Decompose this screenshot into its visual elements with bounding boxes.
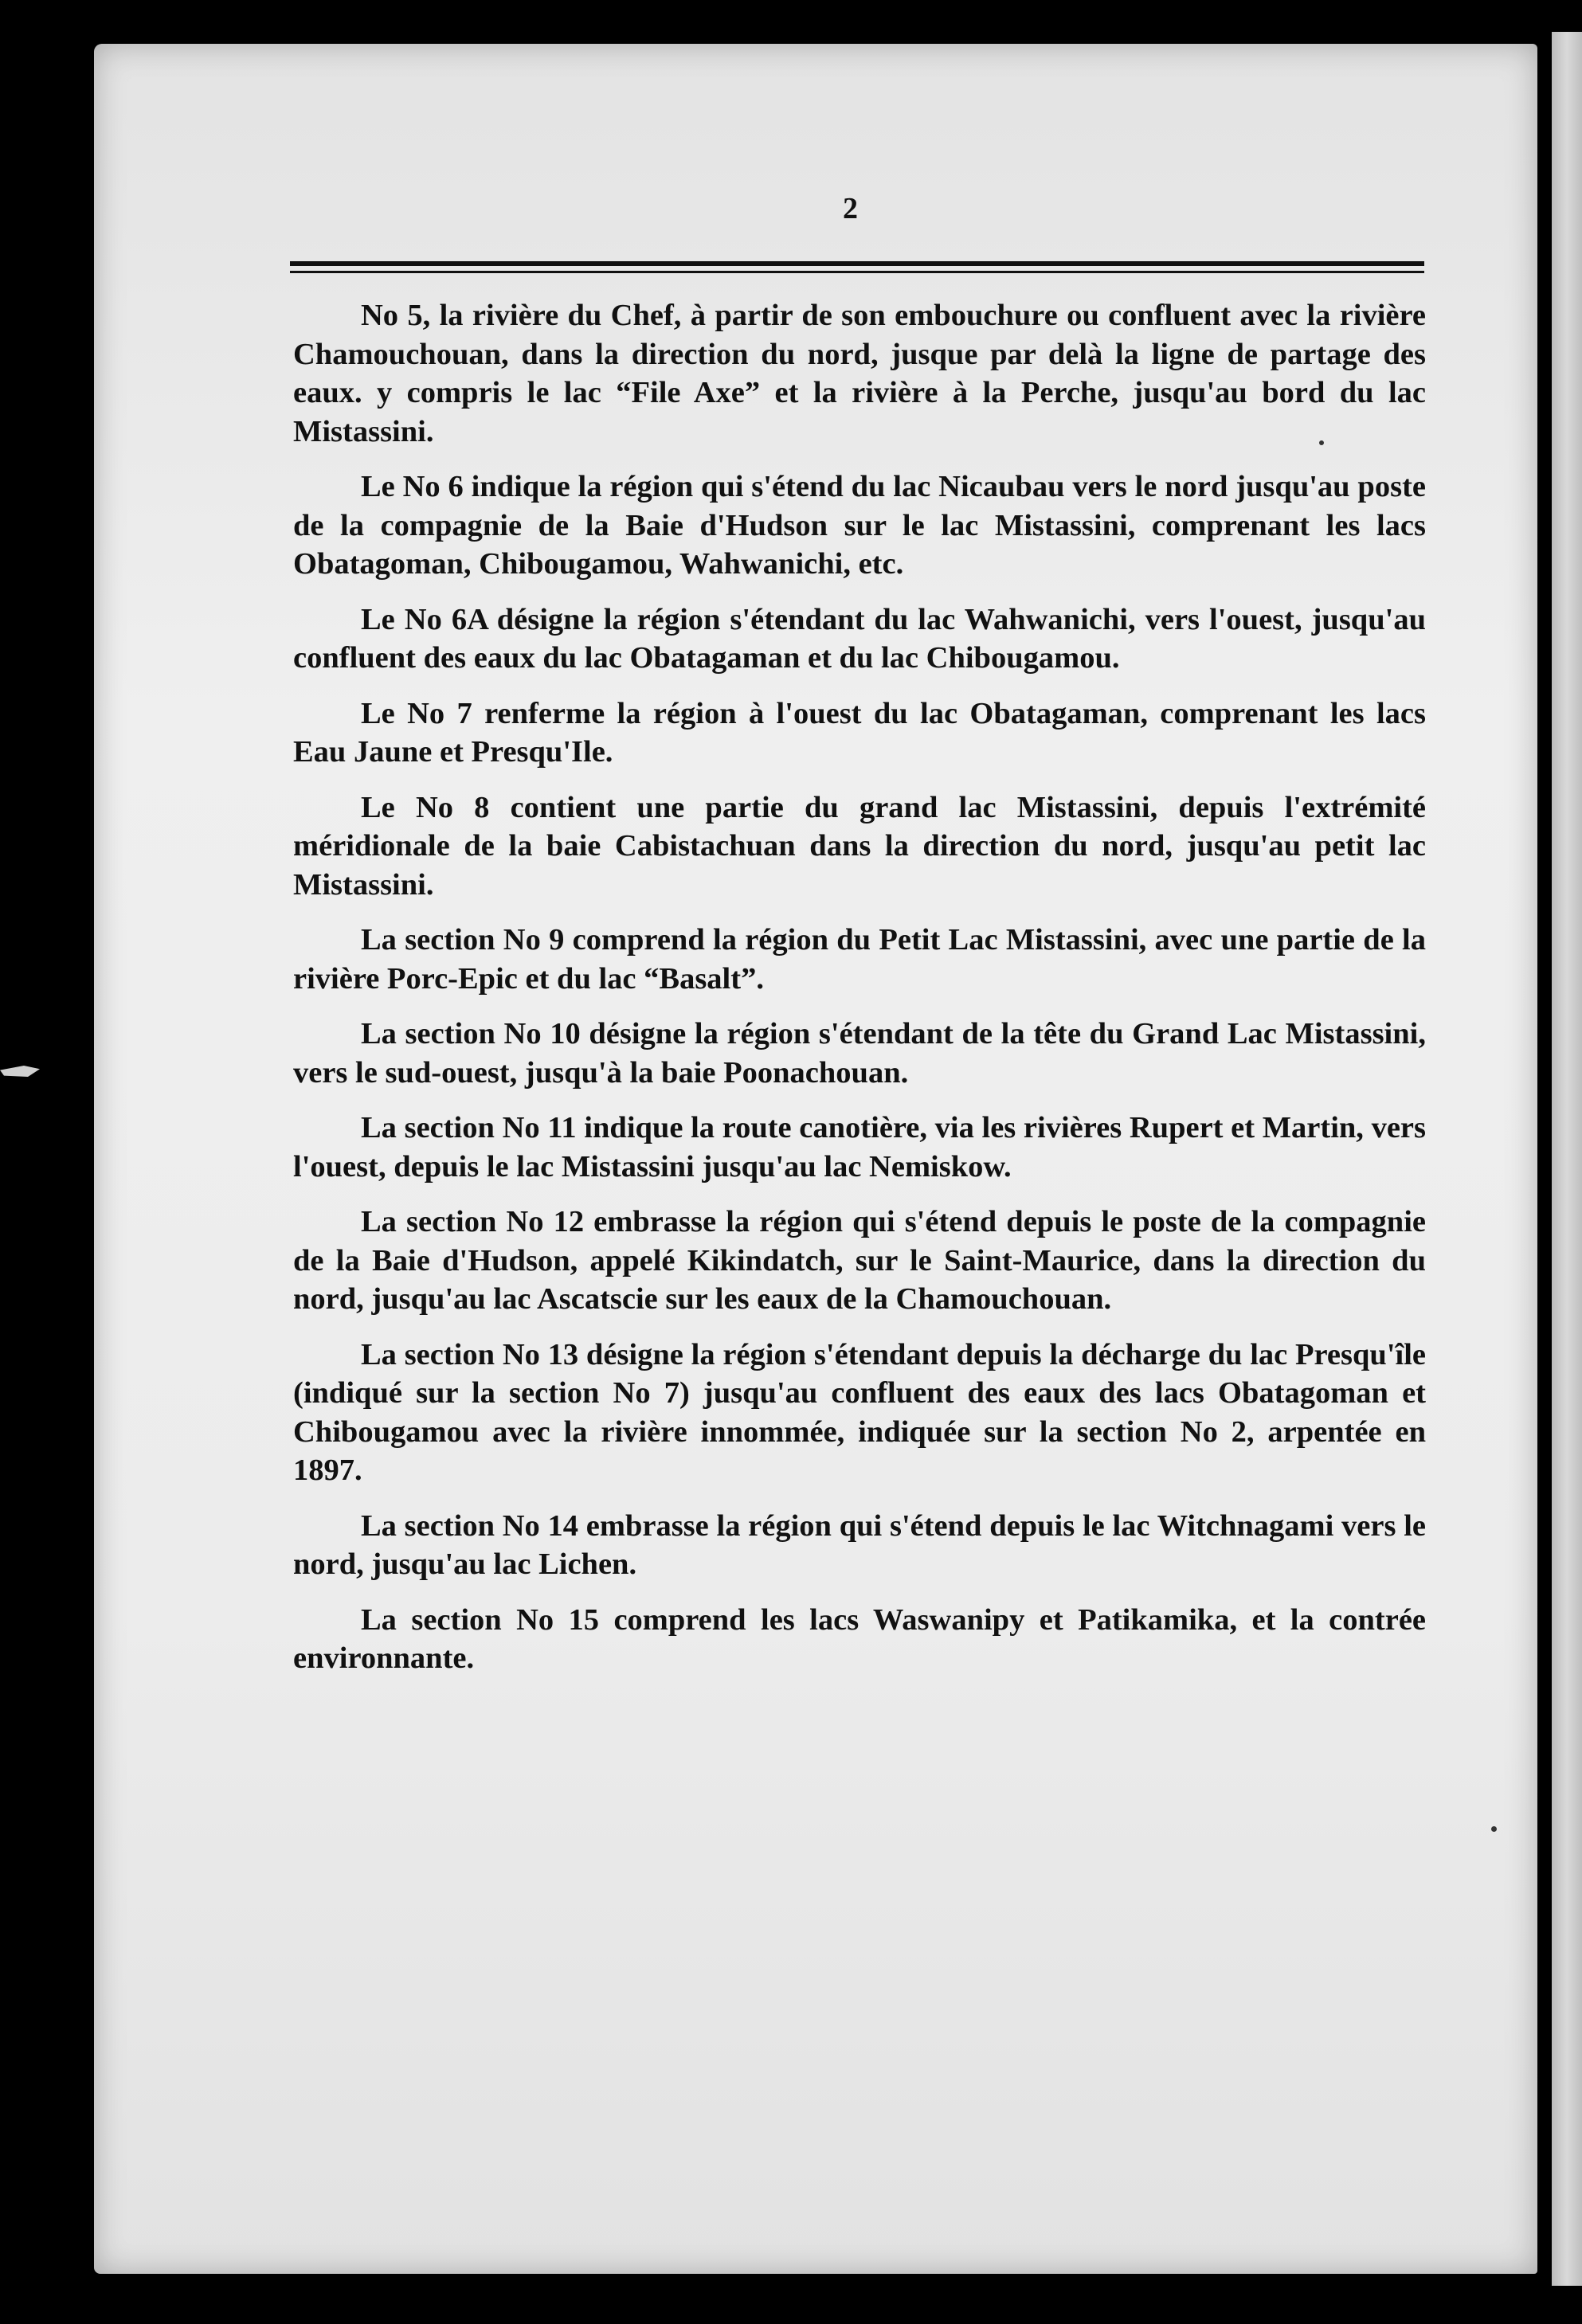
- scan-artifact: [0, 1066, 40, 1077]
- adjacent-page-edge: [1552, 32, 1582, 2286]
- paragraph-2: Le No 6 indique la région qui s'étend du lac Nicaubau vers le nord jusqu'au poste de la compagnie de la Baie d'Hudson sur le lac Mistassini, comprenant les lacs Obatagoman, Chibougamou, Wahwanichi, etc.: [293, 470, 1426, 581]
- page-number: 2: [843, 192, 858, 225]
- body-text: [293, 296, 1426, 1695]
- scan-speck: [1491, 1826, 1497, 1832]
- header-rule-thin: [290, 271, 1424, 273]
- paragraph-12: La section No 15 comprend les lacs Waswanipy et Patikamika, et la contrée environnante.: [293, 1602, 1426, 1675]
- paragraph-3: Le No 6A désigne la région s'étendant du lac Wahwanichi, vers l'ouest, jusqu'au confluent des eaux du lac Obatagaman et du lac Chibougamou.: [293, 602, 1426, 675]
- paragraph-11: La section No 14 embrasse la région qui s'étend depuis le lac Witchnagami vers le nord, jusqu'au lac Lichen.: [293, 1508, 1426, 1581]
- paragraph-7: La section No 10 désigne la région s'étendant de la tête du Grand Lac Mistassini, vers le sud-ouest, jusqu'à la baie Poonachouan.: [293, 1017, 1426, 1090]
- paragraph-1: No 5, la rivière du Chef, à partir de son embouchure ou confluent avec la rivière Chamouchouan, dans la direction du nord, jusque par delà la ligne de partage des eaux. y compris le lac “File Axe” et la rivière à la Perche, jusqu'au bord du lac Mistassini.: [293, 299, 1426, 448]
- paragraph-4: Le No 7 renferme la région à l'ouest du lac Obatagaman, comprenant les lacs Eau Jaune et Presqu'Ile.: [293, 696, 1426, 769]
- paragraph-8: La section No 11 indique la route canotière, via les rivières Rupert et Martin, vers l'ouest, depuis le lac Mistassini jusqu'au lac Nemiskow.: [293, 1111, 1426, 1184]
- paragraph-10: La section No 13 désigne la région s'étendant depuis la décharge du lac Presqu'île (indiqué sur la section No 7) jusqu'au confluent des eaux des lacs Obatagoman et Chibougamou avec la rivière innommée, indiquée sur la section No 2, arpentée en 1897.: [293, 1337, 1426, 1487]
- paragraph-6: La section No 9 comprend la région du Petit Lac Mistassini, avec une partie de la rivière Porc-Epic et du lac “Basalt”.: [293, 923, 1426, 996]
- header-rule-thick: [290, 261, 1424, 266]
- paragraph-5: Le No 8 contient une partie du grand lac Mistassini, depuis l'extrémité méridionale de la baie Cabistachuan dans la direction du nord, jusqu'au petit lac Mistassini.: [293, 790, 1426, 902]
- paragraph-9: La section No 12 embrasse la région qui s'étend depuis le poste de la compagnie de la Baie d'Hudson, appelé Kikindatch, sur le Saint-Maurice, dans la direction du nord, jusqu'au lac Ascatscie sur les eaux de la Chamouchouan.: [293, 1205, 1426, 1316]
